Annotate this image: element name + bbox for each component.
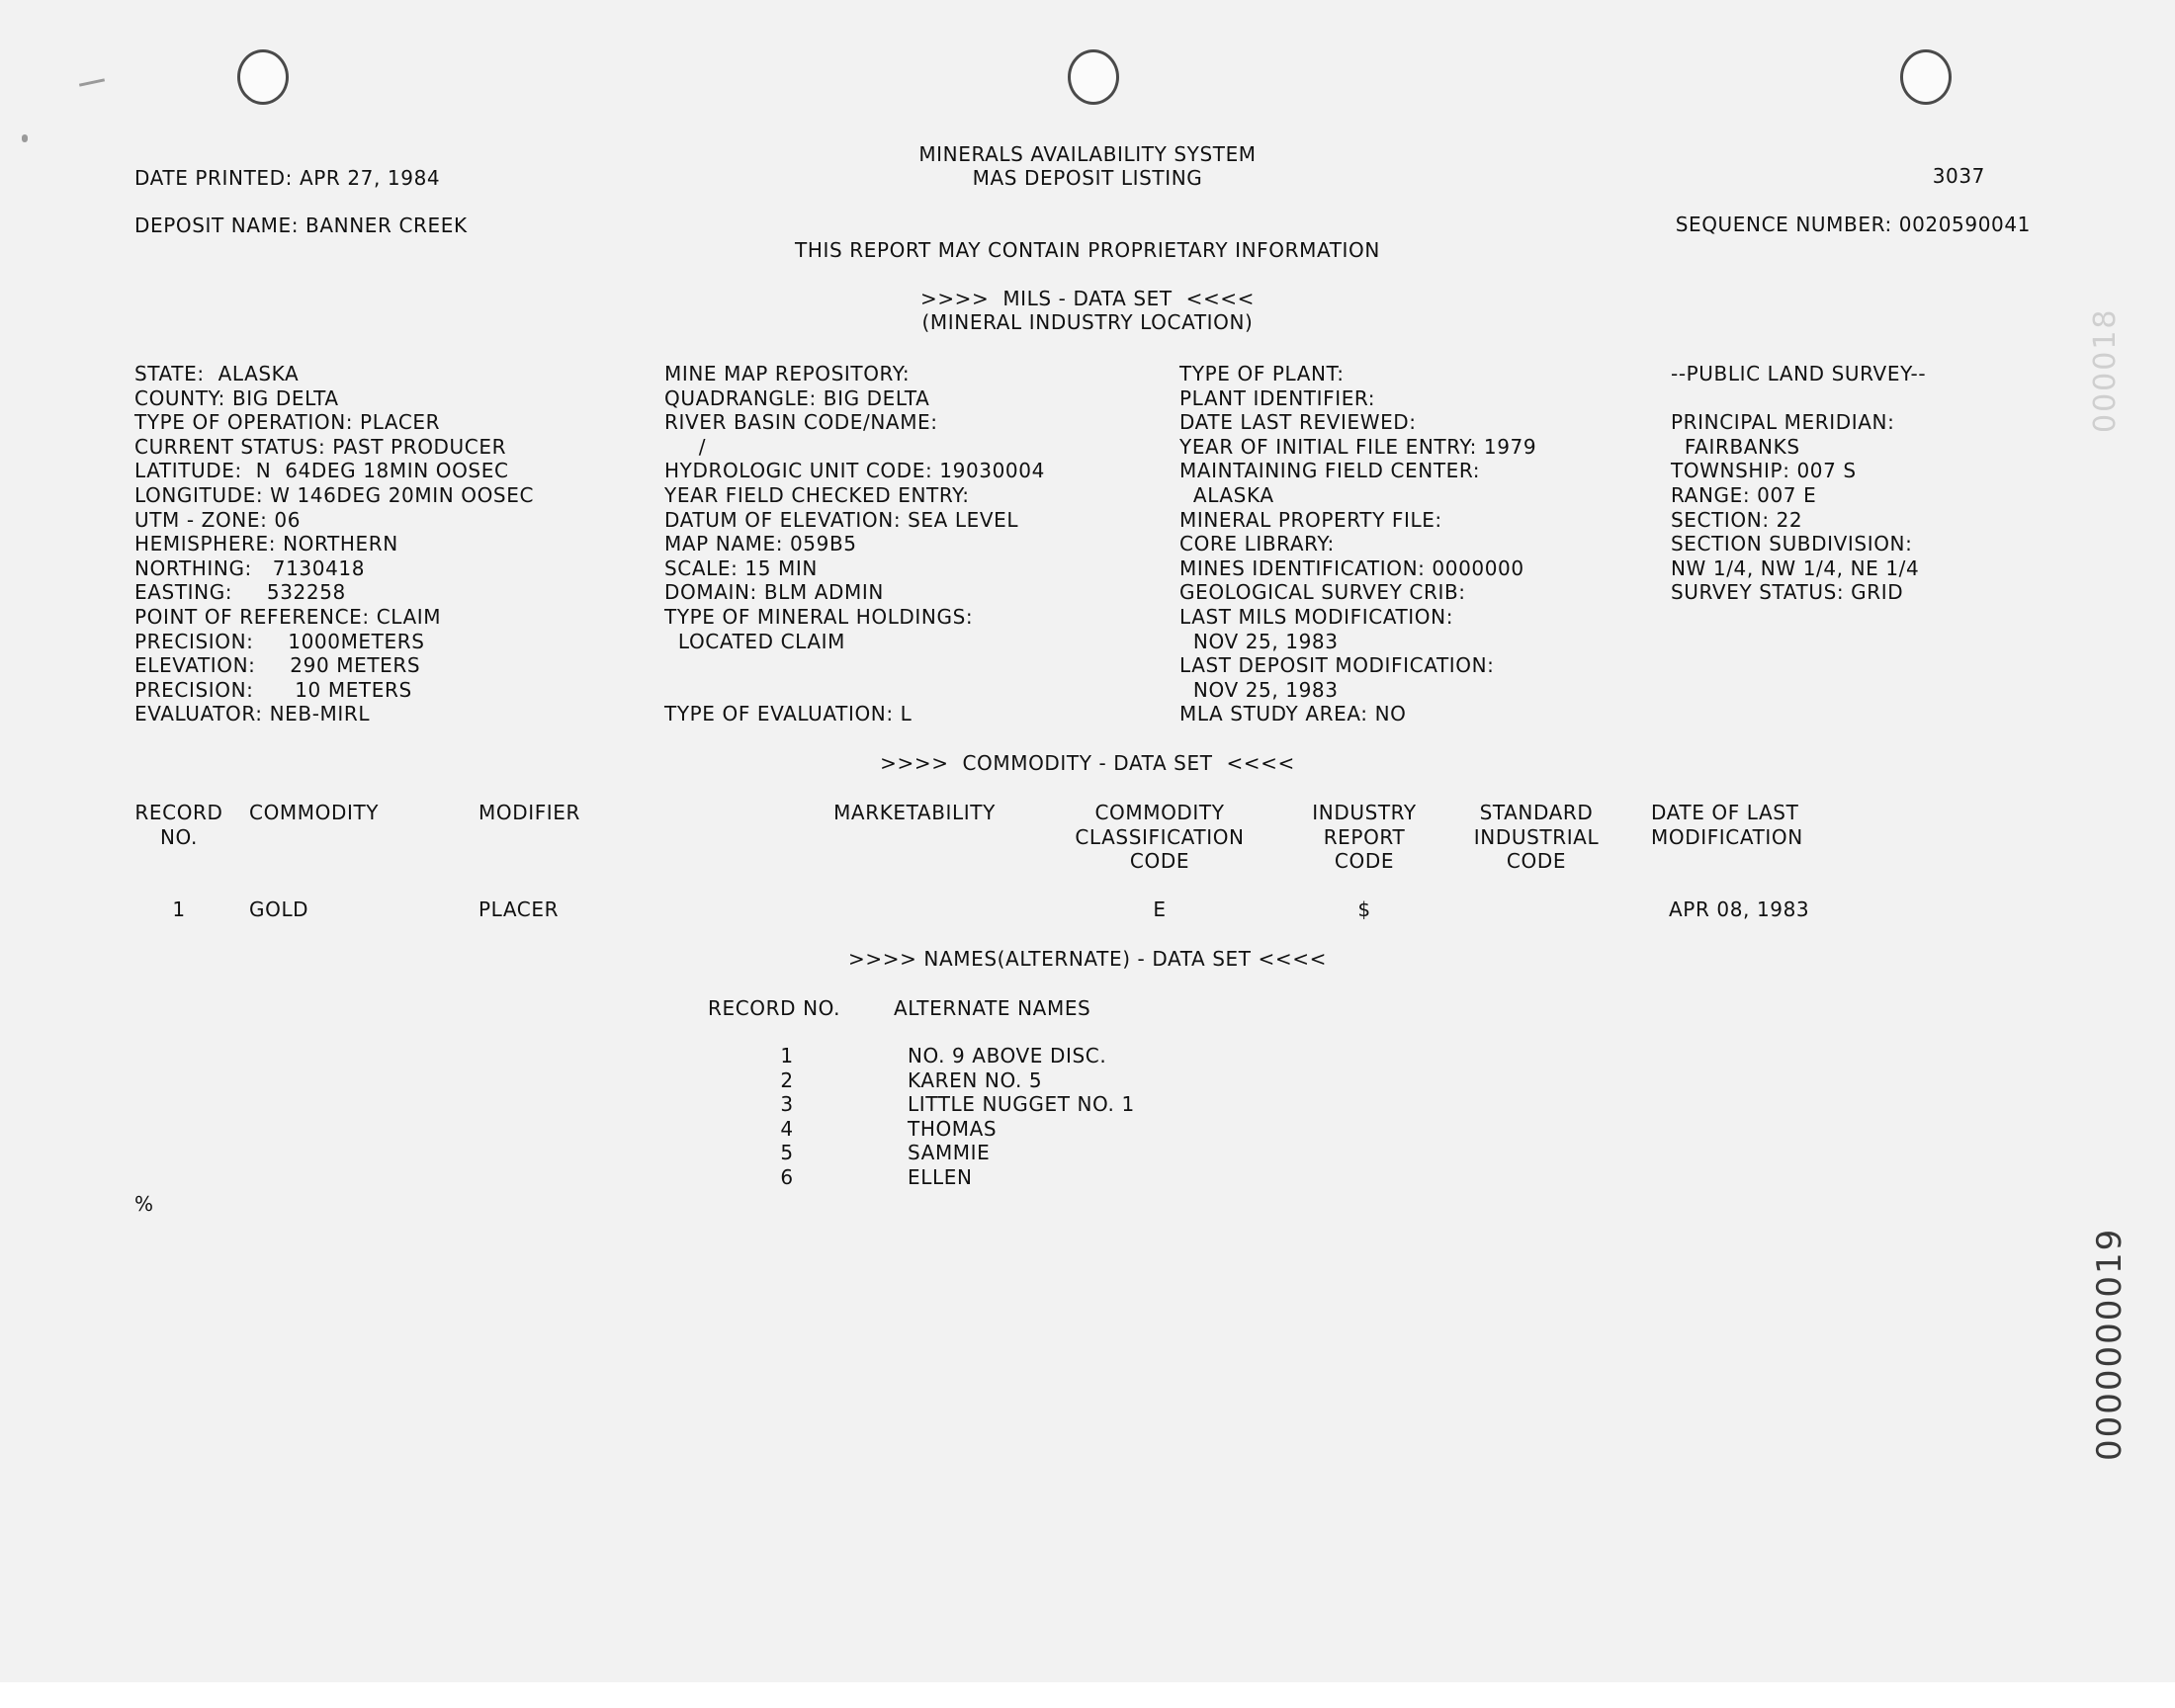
page-edge bbox=[0, 1682, 2175, 1708]
mils-field-line: LAST DEPOSIT MODIFICATION: bbox=[1179, 653, 1495, 678]
mils-field-line: TYPE OF OPERATION: PLACER bbox=[134, 410, 441, 435]
mils-field-line: QUADRANGLE: BIG DELTA bbox=[664, 385, 930, 410]
names-record-no: 3 bbox=[780, 1092, 794, 1117]
mils-field-line: TYPE OF PLANT: bbox=[1179, 362, 1345, 385]
punch-hole-right bbox=[1900, 49, 1952, 105]
names-alternate-name: THOMAS bbox=[908, 1116, 998, 1141]
mils-field-line: SECTION: 22 bbox=[1671, 507, 1803, 532]
mils-field-line: PRECISION: 10 METERS bbox=[134, 677, 412, 702]
mils-field-line: ELEVATION: 290 METERS bbox=[134, 653, 421, 678]
mils-field-line: EVALUATOR: NEB-MIRL bbox=[134, 702, 371, 726]
mils-field-line: DOMAIN: BLM ADMIN bbox=[664, 580, 884, 605]
commodity-heading: >>>> COMMODITY - DATA SET <<<< bbox=[880, 751, 1295, 775]
commodity-header-standard: STANDARD bbox=[1479, 801, 1594, 824]
commodity-header-standard: CODE bbox=[1506, 849, 1567, 873]
system-title: MINERALS AVAILABILITY SYSTEM bbox=[918, 142, 1257, 166]
mils-field-line: EASTING: 532258 bbox=[134, 580, 346, 605]
names-header-record: RECORD NO. bbox=[708, 996, 841, 1020]
commodity-header-date: MODIFICATION bbox=[1651, 824, 1803, 849]
mils-field-line: PRINCIPAL MERIDIAN: bbox=[1671, 410, 1895, 435]
mils-field-line: LATITUDE: N 64DEG 18MIN OOSEC bbox=[134, 459, 509, 483]
names-header-names: ALTERNATE NAMES bbox=[894, 996, 1091, 1020]
commodity-header-classification: CLASSIFICATION bbox=[1075, 824, 1245, 849]
mils-field-line: --PUBLIC LAND SURVEY-- bbox=[1671, 362, 1927, 385]
mils-field-line: / bbox=[664, 434, 707, 459]
commodity-header-record: RECORD bbox=[134, 801, 223, 824]
mils-field-line: MLA STUDY AREA: NO bbox=[1179, 702, 1407, 726]
mils-field-line: COUNTY: BIG DELTA bbox=[134, 385, 339, 410]
mils-field-line: YEAR OF INITIAL FILE ENTRY: 1979 bbox=[1179, 434, 1537, 459]
mils-field-line: NOV 25, 1983 bbox=[1179, 677, 1339, 702]
punch-hole-center bbox=[1068, 49, 1119, 105]
mils-field-line: ALASKA bbox=[1179, 483, 1274, 507]
mils-field-line: DATE LAST REVIEWED: bbox=[1179, 410, 1417, 435]
names-alternate-name: ELLEN bbox=[908, 1165, 973, 1189]
names-record-no: 2 bbox=[780, 1068, 794, 1092]
mils-field-line: POINT OF REFERENCE: CLAIM bbox=[134, 605, 442, 629]
mils-field-line: MAINTAINING FIELD CENTER: bbox=[1179, 459, 1481, 483]
mils-field-line: NORTHING: 7130418 bbox=[134, 555, 366, 580]
mils-field-line: LAST MILS MODIFICATION: bbox=[1179, 605, 1454, 629]
mils-field-line: TYPE OF MINERAL HOLDINGS: bbox=[664, 605, 974, 629]
commodity-header-marketability: MARKETABILITY bbox=[833, 801, 996, 824]
mils-field-line: NOV 25, 1983 bbox=[1179, 629, 1339, 653]
punch-hole-left bbox=[237, 49, 289, 105]
commodity-cell-classification: E bbox=[1153, 897, 1167, 921]
names-record-no: 1 bbox=[780, 1044, 794, 1068]
commodity-header-record: NO. bbox=[159, 824, 199, 849]
mils-field-line: SECTION SUBDIVISION: bbox=[1671, 532, 1913, 556]
listing-title: MAS DEPOSIT LISTING bbox=[972, 166, 1203, 190]
mils-field-line: HEMISPHERE: NORTHERN bbox=[134, 532, 398, 556]
commodity-header-industry: INDUSTRY bbox=[1312, 801, 1417, 824]
commodity-header-standard: INDUSTRIAL bbox=[1473, 824, 1600, 849]
mils-field-line: RIVER BASIN CODE/NAME: bbox=[664, 410, 938, 435]
mils-field-line: MAP NAME: 059B5 bbox=[664, 532, 857, 556]
frame-number-stamp: 0000000019 bbox=[2090, 1227, 2130, 1461]
mils-field-line: UTM - ZONE: 06 bbox=[134, 507, 302, 532]
mils-field-line: RANGE: 007 E bbox=[1671, 483, 1817, 507]
commodity-cell-industry: $ bbox=[1357, 897, 1371, 921]
mils-field-line: YEAR FIELD CHECKED ENTRY: bbox=[664, 483, 970, 507]
commodity-header-commodity: COMMODITY bbox=[249, 801, 380, 824]
sequence-number: SEQUENCE NUMBER: 0020590041 bbox=[1675, 213, 2031, 236]
mils-field-line: NW 1/4, NW 1/4, NE 1/4 bbox=[1671, 555, 1920, 580]
mils-field-line: FAIRBANKS bbox=[1671, 434, 1800, 459]
mils-field-line: MINE MAP REPOSITORY: bbox=[664, 362, 911, 385]
mils-field-line: DATUM OF ELEVATION: SEA LEVEL bbox=[664, 507, 1019, 532]
mils-field-line: SURVEY STATUS: GRID bbox=[1671, 580, 1904, 605]
mils-field-line: MINERAL PROPERTY FILE: bbox=[1179, 507, 1442, 532]
date-printed: DATE PRINTED: APR 27, 1984 bbox=[134, 166, 441, 190]
commodity-cell-commodity: GOLD bbox=[249, 897, 309, 921]
names-record-no: 6 bbox=[780, 1165, 794, 1189]
stray-mark bbox=[22, 134, 28, 142]
names-alternate-name: NO. 9 ABOVE DISC. bbox=[908, 1044, 1107, 1068]
names-alternate-name: KAREN NO. 5 bbox=[908, 1068, 1043, 1092]
commodity-header-date: DATE OF LAST bbox=[1651, 801, 1799, 824]
commodity-header-industry: CODE bbox=[1334, 849, 1395, 873]
mils-field-line: MINES IDENTIFICATION: 0000000 bbox=[1179, 555, 1524, 580]
commodity-cell-date: APR 08, 1983 bbox=[1669, 897, 1810, 921]
mils-field-line: STATE: ALASKA bbox=[134, 362, 300, 385]
mils-subheading: (MINERAL INDUSTRY LOCATION) bbox=[921, 310, 1254, 334]
mils-field-line: CURRENT STATUS: PAST PRODUCER bbox=[134, 434, 507, 459]
names-alternate-name: SAMMIE bbox=[908, 1141, 991, 1165]
names-alternate-name: LITTLE NUGGET NO. 1 bbox=[908, 1092, 1135, 1117]
end-marker: % bbox=[134, 1192, 154, 1216]
mils-field-line: HYDROLOGIC UNIT CODE: 19030004 bbox=[664, 459, 1045, 483]
deposit-name: DEPOSIT NAME: BANNER CREEK bbox=[134, 214, 468, 237]
commodity-cell-record: 1 bbox=[172, 897, 186, 921]
page-number: 3037 bbox=[1932, 164, 1985, 188]
mils-field-line: PRECISION: 1000METERS bbox=[134, 629, 425, 653]
commodity-header-modifier: MODIFIER bbox=[478, 801, 581, 824]
mils-field-line: SCALE: 15 MIN bbox=[664, 555, 818, 580]
proprietary-notice: THIS REPORT MAY CONTAIN PROPRIETARY INFORMATION bbox=[795, 238, 1380, 262]
names-record-no: 4 bbox=[780, 1116, 794, 1141]
commodity-cell-modifier: PLACER bbox=[478, 897, 560, 921]
frame-number-stamp-faint: 000018 bbox=[2088, 307, 2123, 433]
names-record-no: 5 bbox=[780, 1141, 794, 1165]
mils-field-line: LOCATED CLAIM bbox=[664, 629, 845, 653]
mils-field-line: GEOLOGICAL SURVEY CRIB: bbox=[1179, 580, 1466, 605]
mils-field-line: TYPE OF EVALUATION: L bbox=[664, 702, 913, 726]
mils-field-line: LONGITUDE: W 146DEG 20MIN OOSEC bbox=[134, 483, 535, 507]
commodity-header-classification: CODE bbox=[1129, 849, 1190, 873]
names-heading: >>>> NAMES(ALTERNATE) - DATA SET <<<< bbox=[848, 947, 1327, 971]
mils-field-line: CORE LIBRARY: bbox=[1179, 532, 1335, 556]
commodity-header-industry: REPORT bbox=[1323, 824, 1406, 849]
mils-field-line: PLANT IDENTIFIER: bbox=[1179, 385, 1376, 410]
commodity-header-classification: COMMODITY bbox=[1094, 801, 1225, 824]
mils-heading: >>>> MILS - DATA SET <<<< bbox=[919, 287, 1256, 310]
mils-field-line: TOWNSHIP: 007 S bbox=[1671, 459, 1857, 483]
